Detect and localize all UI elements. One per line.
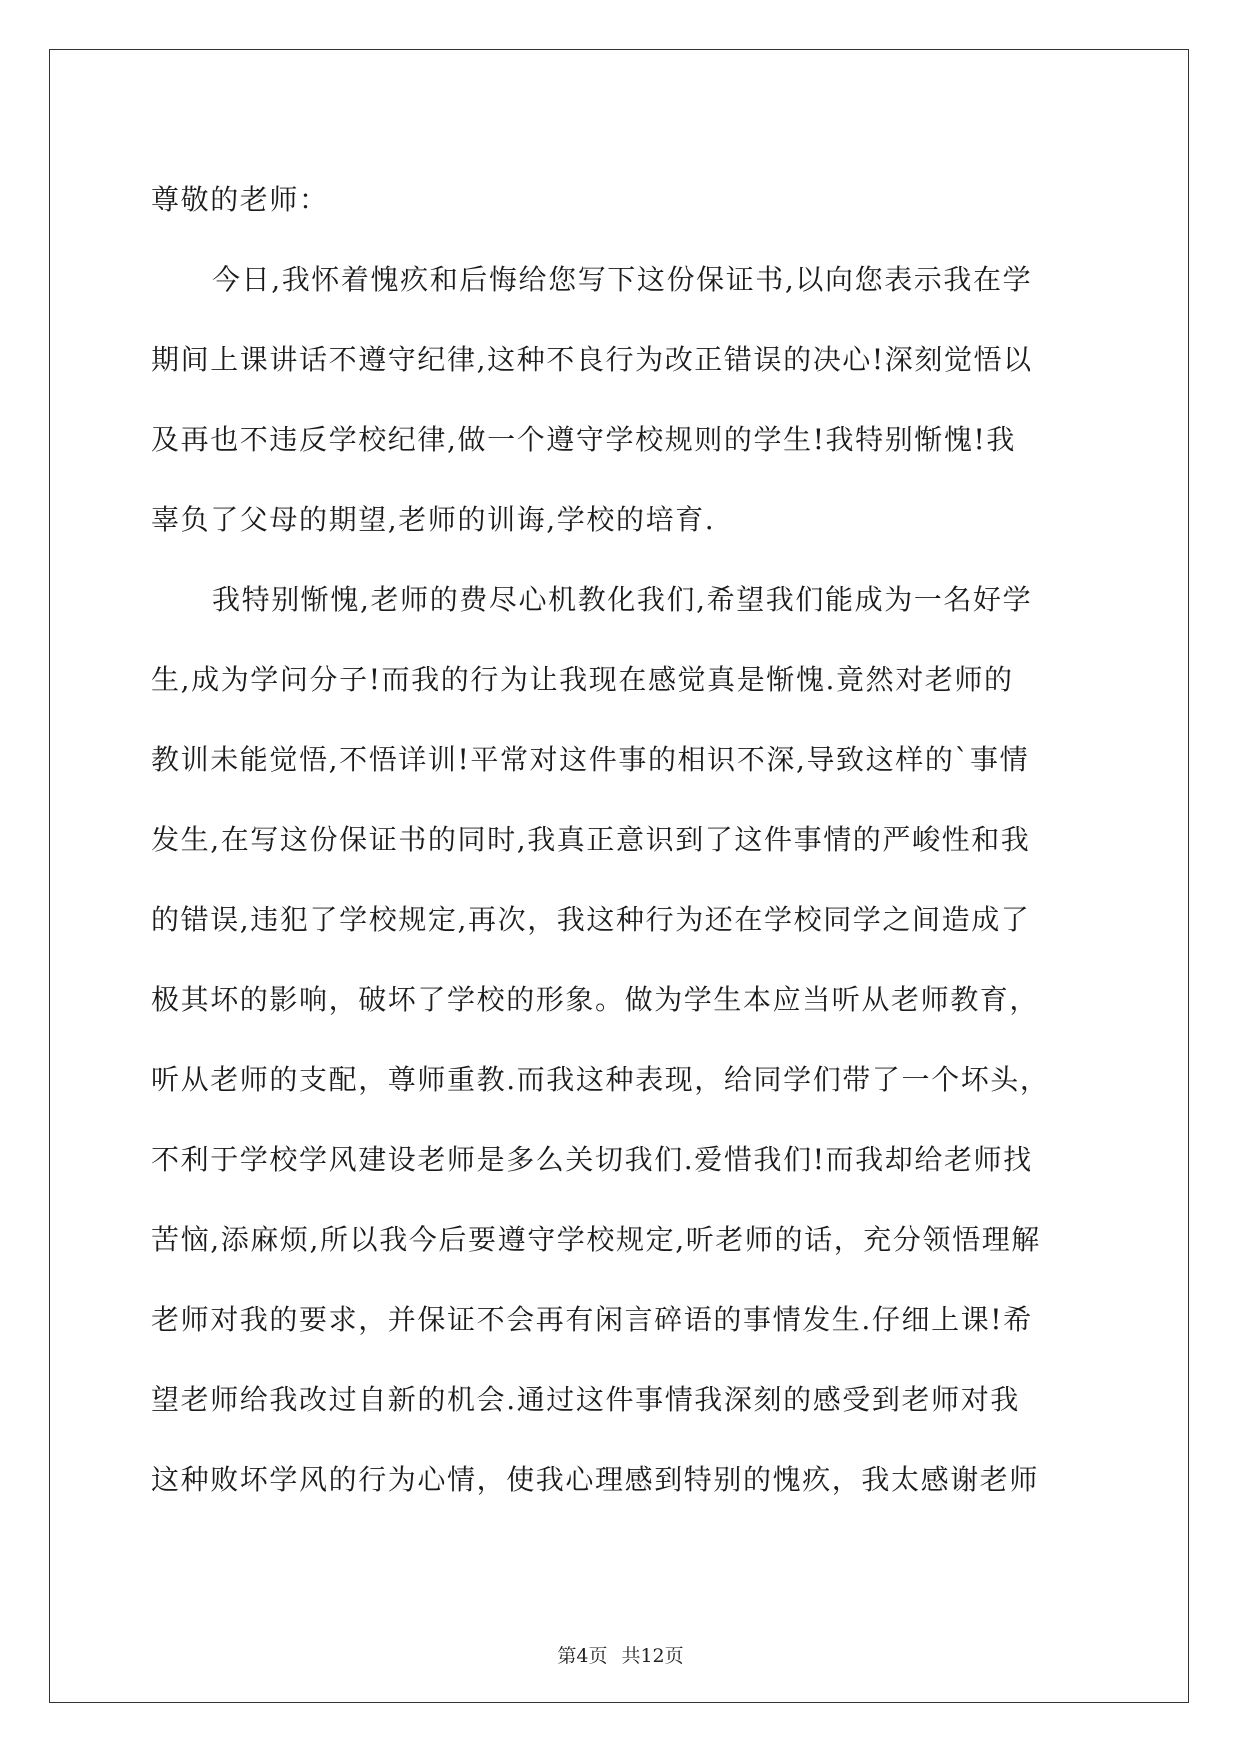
page-number: 第4页 — [557, 1645, 608, 1667]
text-line: 生,成为学问分子!而我的行为让我现在感觉真是惭愧.竟然对老师的 — [151, 663, 1014, 696]
text-line: 发生,在写这份保证书的同时,我真正意识到了这件事情的严峻性和我 — [151, 823, 1031, 856]
text-line: 期间上课讲话不遵守纪律,这种不良行为改正错误的决心!深刻觉悟以 — [151, 343, 1033, 376]
text-line: 极其坏的影响，破坏了学校的形象。做为学生本应当听从老师教育， — [151, 983, 1040, 1016]
text-line: 及再也不违反学校纪律,做一个遵守学校规则的学生!我特别惭愧!我 — [151, 423, 1017, 456]
page-footer — [0, 1641, 1241, 1668]
text-line: 的错误,违犯了学校规定,再次，我这种行为还在学校同学之间造成了 — [151, 903, 1031, 936]
salutation: 尊敬的老师： — [151, 183, 329, 216]
page-total: 共12页 — [621, 1645, 684, 1667]
text-line: 今日,我怀着愧疚和后悔给您写下这份保证书,以向您表示我在学 — [212, 263, 1033, 296]
text-line: 苦恼,添麻烦,所以我今后要遵守学校规定,听老师的话，充分领悟理解 — [151, 1223, 1041, 1256]
text-line: 听从老师的支配，尊师重教.而我这种表现，给同学们带了一个坏头， — [151, 1063, 1050, 1096]
text-line: 这种败坏学风的行为心情，使我心理感到特别的愧疚，我太感谢老师 — [151, 1463, 1040, 1496]
text-line: 教训未能觉悟,不悟详训!平常对这件事的相识不深,导致这样的`事情 — [151, 743, 1030, 776]
document-body — [151, 160, 1091, 1520]
text-line: 不利于学校学风建设老师是多么关切我们.爱惜我们!而我却给老师找 — [151, 1143, 1033, 1176]
text-line: 我特别惭愧,老师的费尽心机教化我们,希望我们能成为一名好学 — [212, 583, 1033, 616]
text-line: 辜负了父母的期望,老师的训诲,学校的培育. — [151, 503, 716, 536]
text-line: 老师对我的要求，并保证不会再有闲言碎语的事情发生.仔细上课!希 — [151, 1303, 1033, 1336]
text-line: 望老师给我改过自新的机会.通过这件事情我深刻的感受到老师对我 — [151, 1383, 1020, 1416]
